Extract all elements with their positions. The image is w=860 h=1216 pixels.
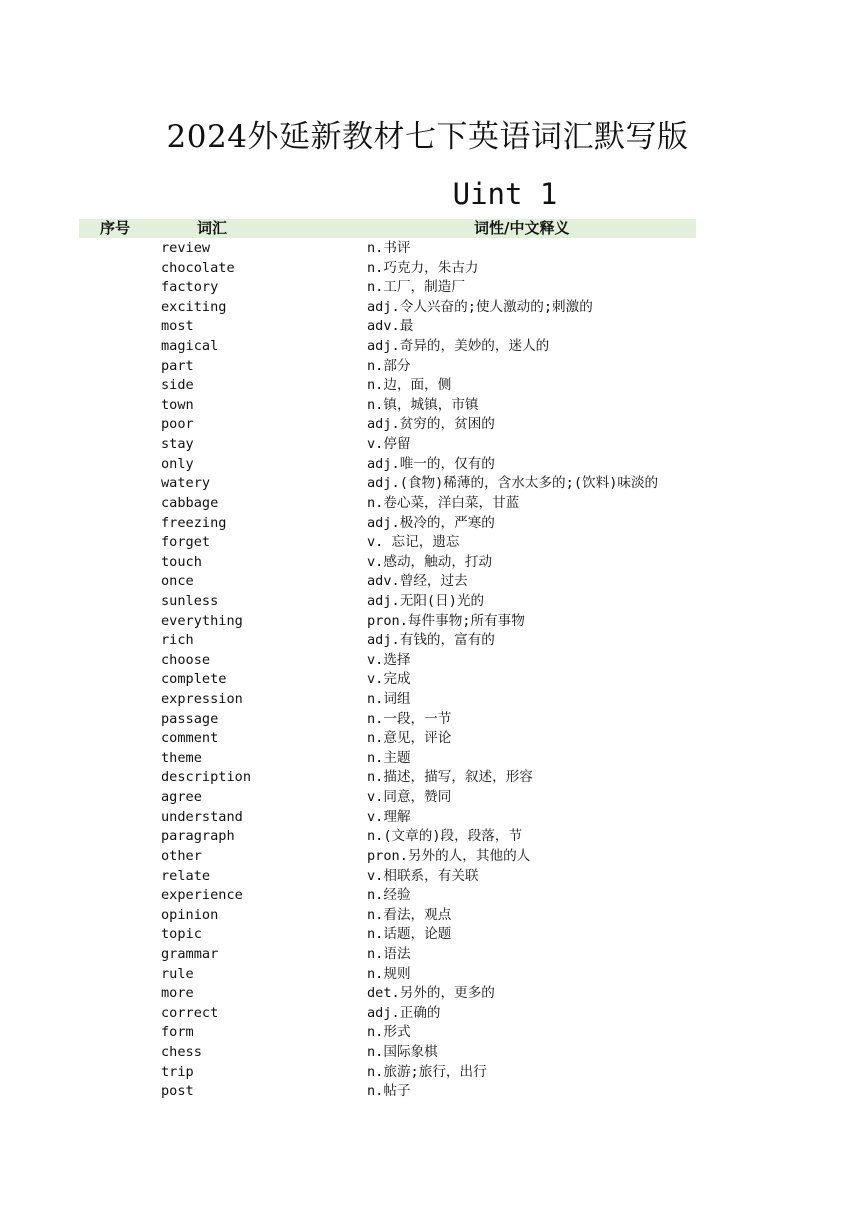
vocab-meaning: n.词组 — [367, 691, 411, 708]
vocab-word: other — [161, 847, 202, 864]
vocab-meaning: n.一段，一节 — [367, 710, 452, 727]
vocab-word: side — [161, 377, 194, 394]
vocab-word: review — [161, 240, 211, 256]
vocab-word: agree — [161, 789, 202, 806]
vocab-meaning: adj.贫穷的，贫困的 — [367, 416, 495, 433]
vocab-word: only — [161, 455, 194, 472]
table-row — [0, 259, 860, 279]
vocab-meaning: n.经验 — [367, 887, 411, 904]
vocab-word: relate — [161, 867, 211, 884]
vocab-word: freezing — [161, 514, 227, 531]
vocab-meaning: adj.正确的 — [367, 1004, 441, 1021]
table-row — [0, 768, 860, 788]
unit-heading: Uint 1 — [452, 177, 558, 211]
vocab-word: topic — [161, 926, 202, 943]
vocab-word: form — [161, 1024, 194, 1041]
vocab-word: more — [161, 985, 194, 1002]
table-row — [0, 808, 860, 828]
table-row — [0, 317, 860, 337]
table-row — [0, 867, 860, 887]
table-row — [0, 1004, 860, 1024]
header-meaning: 词性/中文释义 — [474, 219, 570, 237]
table-header — [79, 219, 696, 238]
vocab-meaning: adj.唯一的，仅有的 — [367, 455, 495, 472]
vocab-word: choose — [161, 651, 211, 668]
table-row — [0, 278, 860, 298]
table-row — [0, 690, 860, 710]
vocab-meaning: adj.无阳(日)光的 — [367, 592, 485, 609]
vocab-meaning: adj.令人兴奋的;使人激动的;刺激的 — [367, 298, 593, 315]
vocab-meaning: n.规则 — [367, 965, 411, 982]
table-row — [0, 533, 860, 553]
table-row — [0, 906, 860, 926]
table-row — [0, 553, 860, 573]
table-row — [0, 357, 860, 377]
vocab-meaning: n.主题 — [367, 749, 411, 766]
vocab-meaning: n.国际象棋 — [367, 1043, 438, 1060]
table-row — [0, 749, 860, 769]
table-row — [0, 1043, 860, 1063]
vocab-meaning: n.边，面，侧 — [367, 377, 452, 394]
table-row — [0, 396, 860, 416]
vocab-meaning: adj.奇异的，美妙的，迷人的 — [367, 338, 550, 355]
table-row — [0, 945, 860, 965]
vocab-meaning: n.镇，城镇，市镇 — [367, 396, 479, 413]
vocab-meaning: adj.有钱的，富有的 — [367, 632, 495, 649]
table-row — [0, 925, 860, 945]
table-row — [0, 1063, 860, 1083]
vocab-word: forget — [161, 534, 211, 551]
vocab-word: chocolate — [161, 259, 235, 276]
vocab-word: chess — [161, 1043, 202, 1060]
table-row — [0, 435, 860, 455]
vocab-meaning: v. 忘记，遗忘 — [367, 534, 460, 551]
vocab-word: once — [161, 573, 194, 590]
vocab-word: rule — [161, 965, 194, 982]
vocab-word: most — [161, 318, 194, 335]
vocab-word: description — [161, 769, 252, 786]
vocab-word: touch — [161, 553, 202, 570]
header-word: 词汇 — [197, 219, 228, 237]
table-row — [0, 984, 860, 1004]
vocab-meaning: pron.每件事物;所有事物 — [367, 612, 525, 629]
vocab-meaning: n.看法，观点 — [367, 906, 452, 923]
table-row — [0, 651, 860, 671]
table-row — [0, 1023, 860, 1043]
vocab-meaning: n.书评 — [367, 240, 411, 256]
vocab-word: complete — [161, 671, 227, 688]
vocab-word: opinion — [161, 906, 219, 923]
vocab-word: factory — [161, 279, 219, 296]
table-row — [0, 612, 860, 632]
vocab-meaning: n.巧克力，朱古力 — [367, 259, 479, 276]
vocab-word: town — [161, 396, 194, 413]
table-row — [0, 494, 860, 514]
table-row — [0, 514, 860, 534]
table-row — [0, 886, 860, 906]
header-index: 序号 — [100, 219, 131, 237]
table-row — [0, 239, 860, 259]
vocab-word: experience — [161, 887, 243, 904]
table-row — [0, 474, 860, 494]
vocab-meaning: v.选择 — [367, 651, 411, 668]
vocab-meaning: v.相联系，有关联 — [367, 867, 479, 884]
table-row — [0, 965, 860, 985]
vocab-meaning: n.工厂，制造厂 — [367, 279, 465, 296]
vocab-word: grammar — [161, 945, 219, 962]
table-row — [0, 1082, 860, 1102]
vocab-meaning: v.同意，赞同 — [367, 789, 452, 806]
table-row — [0, 298, 860, 318]
vocab-meaning: v.停留 — [367, 436, 411, 453]
vocab-meaning: n.意见，评论 — [367, 730, 452, 747]
vocabulary-list — [0, 239, 860, 1102]
vocab-word: correct — [161, 1004, 219, 1021]
vocab-word: expression — [161, 691, 243, 708]
vocab-word: comment — [161, 730, 219, 747]
table-row — [0, 415, 860, 435]
vocab-word: cabbage — [161, 494, 219, 511]
table-row — [0, 455, 860, 475]
table-row — [0, 710, 860, 730]
vocab-word: everything — [161, 612, 243, 629]
vocab-meaning: det.另外的，更多的 — [367, 985, 495, 1002]
vocab-word: rich — [161, 632, 194, 649]
vocab-meaning: adv.最 — [367, 318, 414, 335]
vocab-meaning: n.帖子 — [367, 1083, 411, 1100]
table-row — [0, 592, 860, 612]
table-row — [0, 847, 860, 867]
vocab-word: magical — [161, 338, 219, 355]
vocab-word: trip — [161, 1063, 194, 1080]
vocab-word: post — [161, 1083, 194, 1100]
vocab-meaning: adj.(食物)稀薄的，含水太多的;(饮料)味淡的 — [367, 475, 659, 492]
page-title: 2024外延新教材七下英语词汇默写版 — [166, 119, 689, 155]
vocab-word: paragraph — [161, 828, 235, 845]
vocab-word: stay — [161, 436, 194, 453]
table-row — [0, 670, 860, 690]
table-row — [0, 788, 860, 808]
vocab-word: watery — [161, 475, 211, 492]
vocab-meaning: v.理解 — [367, 808, 411, 825]
table-row — [0, 631, 860, 651]
table-row — [0, 376, 860, 396]
vocab-meaning: n.话题，论题 — [367, 926, 452, 943]
vocab-word: poor — [161, 416, 194, 433]
vocab-meaning: adv.曾经，过去 — [367, 573, 468, 590]
vocab-meaning: v.完成 — [367, 671, 411, 688]
vocab-meaning: n.形式 — [367, 1024, 411, 1041]
vocab-word: theme — [161, 749, 202, 766]
vocab-meaning: n.旅游;旅行，出行 — [367, 1063, 487, 1080]
vocab-word: sunless — [161, 592, 219, 609]
table-row — [0, 827, 860, 847]
vocab-word: exciting — [161, 298, 227, 315]
vocab-meaning: n.语法 — [367, 945, 411, 962]
vocab-meaning: n.描述，描写，叙述，形容 — [367, 769, 533, 786]
table-row — [0, 729, 860, 749]
vocab-meaning: n.部分 — [367, 357, 411, 374]
table-row — [0, 572, 860, 592]
vocab-word: understand — [161, 808, 243, 825]
vocab-meaning: v.感动，触动，打动 — [367, 553, 493, 570]
vocab-word: passage — [161, 710, 219, 727]
table-row — [0, 337, 860, 357]
vocab-meaning: adj.极冷的，严寒的 — [367, 514, 495, 531]
vocab-word: part — [161, 357, 194, 374]
vocab-meaning: pron.另外的人，其他的人 — [367, 847, 531, 864]
vocab-meaning: n.(文章的)段，段落，节 — [367, 828, 523, 845]
vocab-meaning: n.卷心菜，洋白菜，甘蓝 — [367, 494, 520, 511]
